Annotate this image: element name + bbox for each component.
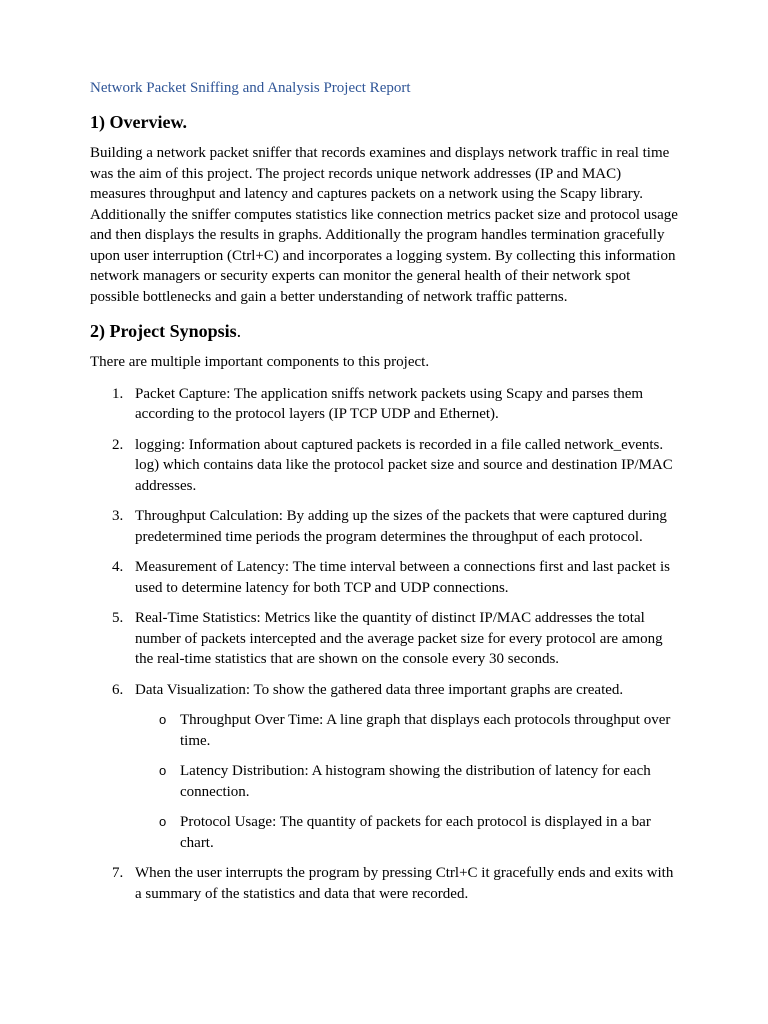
sub-list-item — [135, 812, 680, 853]
list-number: 4. — [112, 559, 124, 575]
list-item-text: Packet Capture: The application sniffs network packets using Scapy and parses them according to the protocol layers (IP TCP UDP and Ethernet). — [135, 385, 644, 422]
overview-paragraph: Building a network packet sniffer that records examines and displays network traffic in real time was the aim of this project. The project records unique network addresses (IP and MAC) measures throughput and latency and captures packets on a network using the Scapy library. Additionally the sniffer computes statistics like connection metrics packet size and protocol usage and then displays the results in graphs. Additionally the program handles termination gracefully upon user interruption (Ctrl+C) and incorporates a logging system. By collecting this information network managers or security experts can monitor the general health of their network spot possible bottlenecks and gain a better understanding of network traffic patterns. — [90, 145, 678, 305]
list-item — [90, 384, 680, 425]
synopsis-heading-period: . — [236, 321, 242, 341]
list-number: 5. — [112, 610, 124, 626]
list-number: 2. — [112, 436, 124, 453]
list-item-text: Measurement of Latency: The time interval between a connections first and last packet is used to determine latency for both TCP and UDP connections. — [135, 559, 670, 596]
synopsis-intro: There are multiple important components to this project. — [90, 354, 430, 370]
bullet-marker: o — [159, 712, 167, 727]
list-item — [90, 863, 680, 904]
document-page — [90, 78, 680, 914]
list-item — [90, 608, 680, 670]
sub-list-item-text: Protocol Usage: The quantity of packets for each protocol is displayed in a bar chart. — [180, 814, 651, 851]
list-number: 6. — [112, 681, 124, 698]
list-item — [90, 680, 680, 854]
bullet-marker: o — [159, 814, 167, 829]
synopsis-heading — [90, 320, 680, 342]
sub-list-item — [135, 761, 680, 802]
list-item-text: Real-Time Statistics: Metrics like the quantity of distinct IP/MAC addresses the total number of packets intercepted and the average packet size for every protocol are among the real-time statistics that are shown on the console every 30 seconds. — [135, 610, 663, 667]
sub-list-item-text: Latency Distribution: A histogram showing the distribution of latency for each connection. — [180, 763, 651, 800]
bullet-marker: o — [159, 763, 167, 778]
components-list — [90, 384, 680, 905]
list-item — [90, 506, 680, 547]
list-item-text: Throughput Calculation: By adding up the sizes of the packets that were captured during predetermined time periods the program determines the throughput of each protocol. — [135, 508, 667, 545]
list-item — [90, 435, 680, 497]
list-item — [90, 557, 680, 598]
list-item-text: logging: Information about captured packets is recorded in a file called network_events. log) which contains data like the protocol packet size and source and destination IP/MAC addresses. — [135, 436, 673, 494]
list-item-text: When the user interrupts the program by pressing Ctrl+C it gracefully ends and exits with a summary of the statistics and data that were recorded. — [135, 865, 674, 902]
sub-list-item-text: Throughput Over Time: A line graph that displays each protocols throughput over time. — [180, 712, 671, 749]
list-item-text: Data Visualization: To show the gathered data three important graphs are created. — [135, 681, 624, 698]
overview-heading — [90, 111, 680, 133]
sub-list-item — [135, 710, 680, 751]
list-number: 1. — [112, 385, 124, 402]
list-number: 7. — [112, 865, 124, 881]
visualization-sublist — [135, 710, 680, 853]
document-title: Network Packet Sniffing and Analysis Project Report — [90, 80, 411, 96]
overview-heading-text: 1) Overview. — [90, 112, 187, 132]
list-number: 3. — [112, 508, 124, 524]
synopsis-heading-text: 2) Project Synopsis — [90, 321, 237, 341]
